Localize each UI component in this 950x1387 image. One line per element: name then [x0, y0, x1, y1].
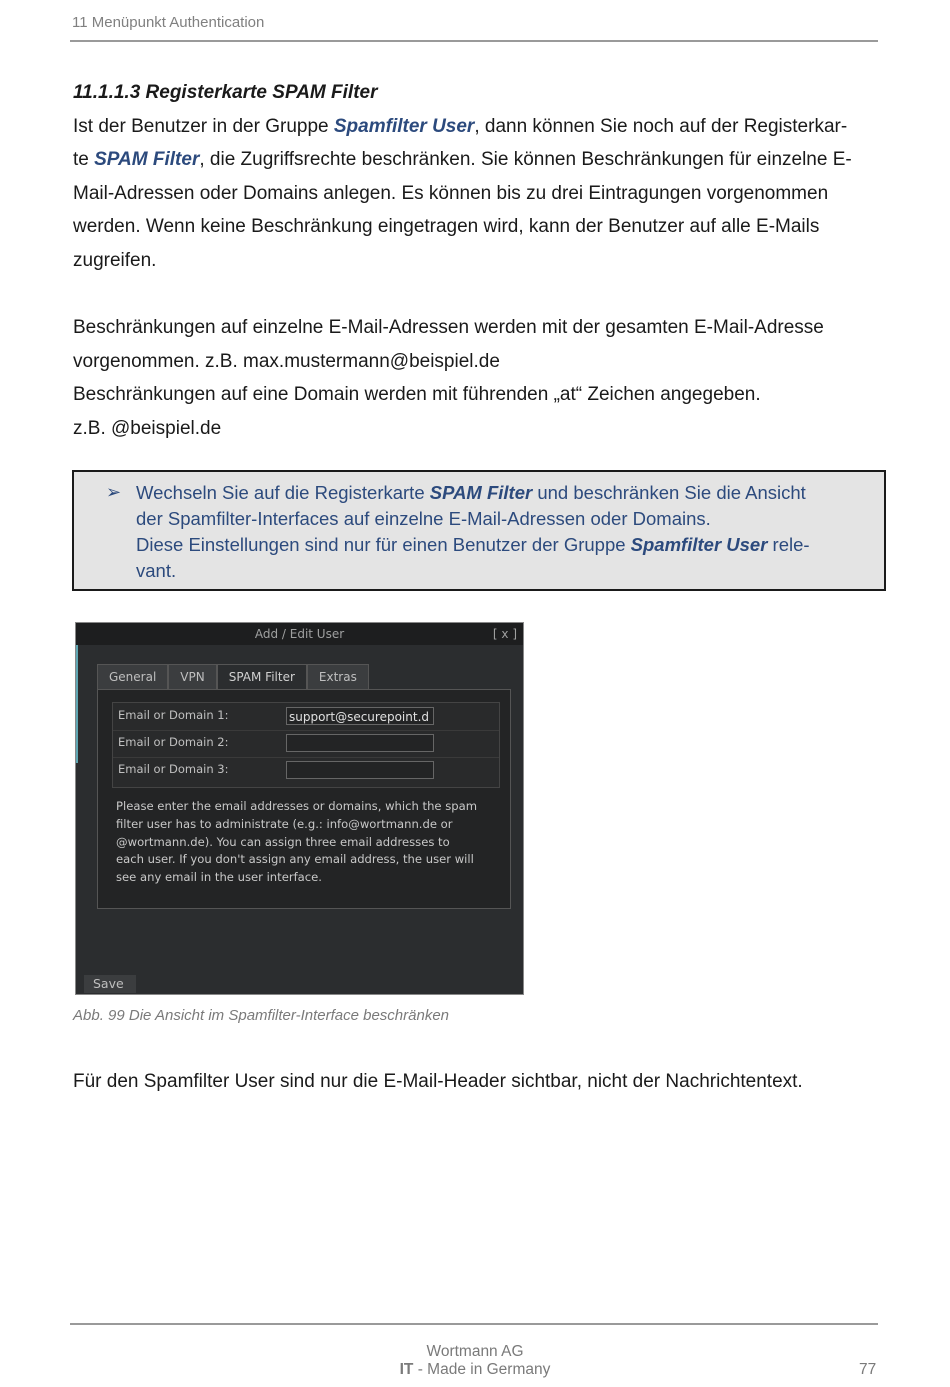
text-run: Wechseln Sie auf die Registerkarte	[136, 482, 430, 503]
add-edit-user-dialog-screenshot	[75, 622, 524, 995]
text-run: Ist der Benutzer in der Gruppe	[73, 115, 334, 137]
save-button[interactable]: Save	[84, 975, 136, 993]
note-text	[136, 480, 856, 584]
keyword-spam-filter: SPAM Filter	[429, 482, 533, 503]
spam-filter-panel	[97, 689, 511, 909]
paragraph-gap	[73, 278, 883, 312]
text-run: te	[73, 149, 95, 171]
text-run: Diese Einstellungen sind nur für einen Benutzer der Gruppe	[136, 534, 631, 555]
header-rule	[70, 40, 878, 42]
text-run: und beschränken Sie die Ansicht	[532, 482, 806, 503]
instruction-note-box	[72, 470, 886, 591]
footer-rule	[70, 1323, 878, 1325]
email-domain-1-label: Email or Domain 1:	[118, 708, 229, 722]
section-title: 11.1.1.3 Registerkarte SPAM Filter	[73, 82, 378, 103]
email-domain-3-label: Email or Domain 3:	[118, 762, 229, 776]
section-body	[73, 76, 883, 446]
tab-extras[interactable]: Extras	[307, 664, 369, 689]
form-row-3	[113, 757, 499, 784]
note-line-2: der Spamfilter-Interfaces auf einzelne E-Mail-Adressen oder Domains.	[136, 508, 711, 529]
footer-tag-rest: - Made in Germany	[413, 1361, 551, 1378]
form-row-2	[113, 730, 499, 758]
note-line-4: vant.	[136, 560, 177, 581]
paragraph-1-line-1	[73, 110, 883, 144]
email-domain-form	[112, 702, 500, 788]
text-run: , die Zugriffsrechte beschränken. Sie können Beschränkungen für einzelne E-	[199, 149, 852, 171]
paragraph-2-line-4: z.B. @beispiel.de	[73, 417, 222, 439]
text-run: rele-	[767, 534, 810, 555]
running-header: 11 Menüpunkt Authentication	[72, 14, 265, 31]
note-line-1	[136, 480, 856, 506]
paragraph-1-line-2	[73, 143, 883, 177]
keyword-spamfilter-user: Spamfilter User	[333, 115, 475, 137]
paragraph-1-line-5: zugreifen.	[73, 249, 157, 271]
tab-spam-filter[interactable]: SPAM Filter	[217, 664, 307, 689]
paragraph-1-line-4: werden. Wenn keine Beschränkung eingetragen wird, kann der Benutzer auf alle E-Mails	[73, 216, 820, 238]
paragraph-2-line-3: Beschränkungen auf eine Domain werden mit führenden „at“ Zeichen angegeben.	[73, 384, 761, 406]
email-domain-2-label: Email or Domain 2:	[118, 735, 229, 749]
footer	[0, 1343, 950, 1379]
keyword-spam-filter: SPAM Filter	[94, 149, 200, 171]
footer-tag-bold: IT	[399, 1361, 414, 1378]
help-line: @wortmann.de). You can assign three email addresses to	[116, 834, 450, 849]
accent-strip	[76, 645, 78, 763]
tab-bar	[97, 664, 369, 689]
footer-company: Wortmann AG	[426, 1343, 524, 1360]
paragraph-2-line-2: vorgenommen. z.B. max.mustermann@beispiel.de	[73, 350, 500, 372]
closing-paragraph: Für den Spamfilter User sind nur die E-Mail-Header sichtbar, nicht der Nachrichtentext.	[73, 1071, 803, 1092]
help-line: each user. If you don't assign any email address, the user will	[116, 852, 474, 867]
help-text	[116, 798, 496, 887]
email-domain-1-input[interactable]: support@securepoint.d	[286, 707, 434, 725]
help-line: Please enter the email addresses or domains, which the spam	[116, 799, 478, 813]
paragraph-1-line-3: Mail-Adressen oder Domains anlegen. Es können bis zu drei Eintragungen vorgenommen	[73, 182, 829, 204]
help-line: see any email in the user interface.	[116, 870, 322, 885]
footer-tagline	[0, 1361, 950, 1379]
text-run: , dann können Sie noch auf der Registerkar-	[474, 115, 848, 137]
tab-vpn[interactable]: VPN	[168, 664, 216, 689]
page-number: 77	[859, 1361, 877, 1378]
paragraph-2-line-1: Beschränkungen auf einzelne E-Mail-Adressen werden mit der gesamten E-Mail-Adresse	[73, 317, 824, 339]
keyword-spamfilter-user: Spamfilter User	[630, 534, 768, 555]
tab-general[interactable]: General	[97, 664, 168, 689]
note-line-3	[136, 532, 856, 558]
email-domain-2-input[interactable]	[286, 734, 434, 752]
arrow-bullet-icon: ➢	[106, 482, 122, 502]
figure-caption: Abb. 99 Die Ansicht im Spamfilter-Interface beschränken	[73, 1007, 450, 1024]
help-line: filter user has to administrate (e.g.: info@wortmann.de or	[116, 816, 453, 831]
email-domain-3-input[interactable]	[286, 761, 434, 779]
close-button[interactable]: [ x ]	[492, 627, 517, 641]
dialog-title: Add / Edit User	[76, 623, 523, 645]
form-row-1	[113, 703, 499, 731]
